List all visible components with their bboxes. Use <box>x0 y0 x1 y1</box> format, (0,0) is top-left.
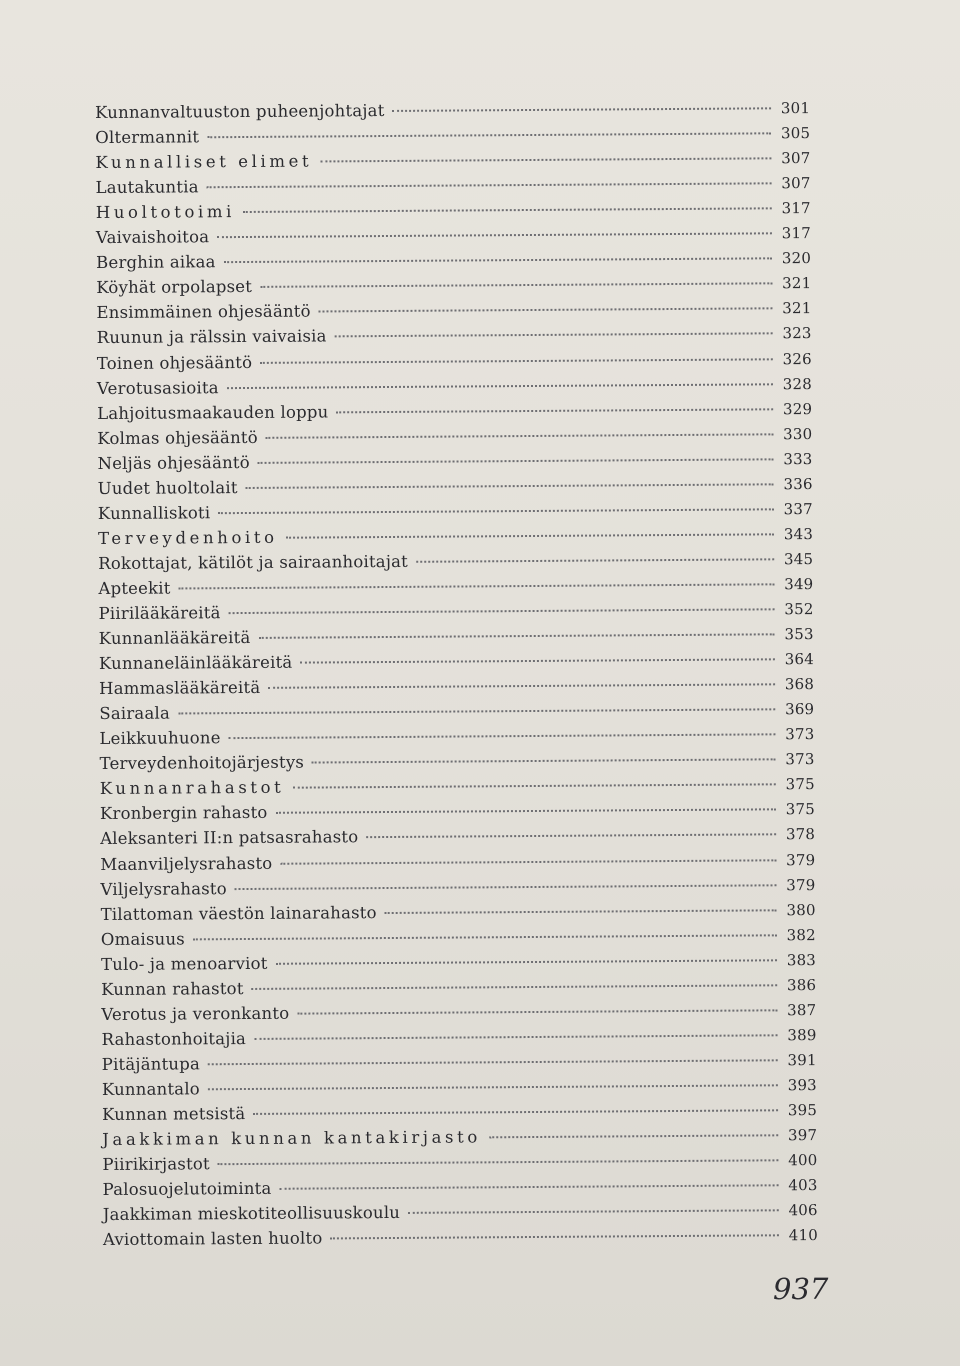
toc-entry-page: 410 <box>788 1226 819 1245</box>
dot-leader <box>260 282 772 289</box>
dot-leader <box>207 181 772 188</box>
toc-entry-title: Terveydenhoitojärjestys <box>99 752 305 774</box>
toc-entry-page: 352 <box>784 600 814 619</box>
dot-leader <box>208 1083 778 1090</box>
toc-entry-title: Kunnan metsistä <box>102 1104 246 1125</box>
toc-entry-title: Hammaslääkäreitä <box>99 678 261 699</box>
toc-entry-page: 333 <box>783 449 813 468</box>
dot-leader <box>178 707 775 714</box>
toc-entry-page: 305 <box>780 124 811 143</box>
toc-entry-title: Uudet huoltolait <box>97 477 238 498</box>
toc-entry-page: 375 <box>785 775 815 794</box>
toc-entry-page: 317 <box>781 224 812 243</box>
toc-entry-page: 379 <box>786 850 816 869</box>
toc-entry-title: Kunnaneläinlääkäreitä <box>98 652 293 674</box>
toc-entry-page: 317 <box>781 199 811 218</box>
dot-leader <box>286 532 774 538</box>
toc-entry-title: Lautakuntia <box>95 177 199 198</box>
toc-entry-title: Oltermannit <box>95 127 200 148</box>
toc-entry-page: 328 <box>782 374 813 393</box>
toc-entry-page: 321 <box>782 299 812 318</box>
dot-leader <box>254 1033 777 1040</box>
dot-leader <box>243 207 772 214</box>
toc-entry-title: Pitäjäntupa <box>101 1054 201 1074</box>
dot-leader <box>218 1158 778 1165</box>
toc-entry-title: Leikkuuhuone <box>99 728 221 749</box>
dot-leader <box>280 858 776 864</box>
dot-leader <box>300 657 774 663</box>
dot-leader <box>258 632 774 639</box>
toc-entry-page: 375 <box>785 800 816 819</box>
toc-entry-title: Huoltotoimi <box>95 202 236 223</box>
dot-leader <box>366 833 776 839</box>
toc-entry-title: Terveydenhoito <box>97 527 278 548</box>
dot-leader <box>330 1234 778 1240</box>
dot-leader <box>385 908 777 914</box>
dot-leader <box>292 783 775 789</box>
toc-entry-title: Aviottomain lasten huolto <box>102 1228 323 1250</box>
dot-leader <box>268 682 775 689</box>
toc-entry-title: Aleksanteri II:n patsasrahasto <box>100 827 359 849</box>
toc-entry-title: Ensimmäinen ohjesääntö <box>96 301 311 323</box>
toc-entry-title: Jaakkiman kunnan kantakirjasto <box>102 1127 481 1150</box>
toc-entry-title: Neljäs ohjesääntö <box>97 452 250 473</box>
toc-entry-page: 382 <box>786 925 816 944</box>
toc-entry-page: 364 <box>784 650 814 669</box>
toc-entry-page: 368 <box>784 675 815 694</box>
dot-leader <box>416 557 774 562</box>
toc-entry-page: 345 <box>783 549 814 569</box>
toc-entry-title: Toinen ohjesääntö <box>96 352 253 373</box>
dot-leader <box>276 808 776 814</box>
toc-entry-page: 373 <box>785 725 815 744</box>
toc-entry-page: 378 <box>785 825 816 844</box>
toc-entry-page: 323 <box>782 324 812 343</box>
dot-leader <box>252 983 777 990</box>
toc-entry-page: 373 <box>785 750 815 769</box>
toc-entry-page: 321 <box>782 274 812 293</box>
toc-entry-title: Kunnanrahastot <box>99 778 285 799</box>
dot-leader <box>207 131 771 138</box>
toc-entry-page: 391 <box>787 1050 817 1070</box>
toc-entry-page: 400 <box>788 1151 818 1170</box>
toc-entry-title: Kronbergin rahasto <box>99 803 268 824</box>
toc-entry-page: 307 <box>781 174 811 193</box>
toc-entry-page: 389 <box>787 1025 817 1045</box>
dot-leader <box>336 407 773 413</box>
toc-entry-page: 403 <box>788 1176 818 1195</box>
toc-entry-title: Rokottajat, kätilöt ja sairaanhoitajat <box>98 551 409 573</box>
dot-leader <box>258 457 773 464</box>
toc-entry-page: 386 <box>786 975 817 994</box>
dot-leader <box>224 257 772 264</box>
toc-entry-page: 353 <box>784 625 814 644</box>
toc-entry-title: Berghin aikaa <box>96 252 216 273</box>
toc-entry-page: 380 <box>786 900 816 919</box>
toc-entry-page: 393 <box>787 1075 817 1095</box>
toc-entry-title: Ruunun ja rälssin vaivaisia <box>96 326 327 348</box>
toc-entry-page: 397 <box>787 1126 818 1145</box>
toc-entry-title: Kunnanvaltuuston puheenjohtajat <box>95 101 385 123</box>
dot-leader <box>235 883 776 890</box>
dot-leader <box>260 357 772 364</box>
dot-leader <box>393 106 771 112</box>
toc-entry-title: Verotus ja veronkanto <box>101 1003 290 1024</box>
dot-leader <box>208 1058 777 1065</box>
dot-leader <box>229 607 775 614</box>
page-number: 937 <box>773 1272 829 1306</box>
toc-entry-title: Kunnalliset elimet <box>95 151 313 173</box>
dot-leader <box>320 156 771 162</box>
toc-entry-page: 406 <box>788 1201 818 1220</box>
toc-entry-title: Rahastonhoitajia <box>101 1028 247 1049</box>
toc-entry-page: 383 <box>786 950 817 969</box>
toc-entry-title: Jaakkiman mieskotiteollisuuskoulu <box>102 1203 401 1225</box>
toc-entry-page: 349 <box>784 574 814 594</box>
toc-entry-title: Kunnanlääkäreitä <box>98 628 251 649</box>
dot-leader <box>217 232 772 239</box>
dot-leader <box>297 1008 777 1014</box>
dot-leader <box>408 1208 778 1214</box>
dot-leader <box>246 482 774 489</box>
toc-entry-title: Lahjoitusmaakauden loppu <box>97 402 329 423</box>
toc-entry-title: Kunnalliskoti <box>97 503 211 523</box>
toc-entry-title: Kunnan rahastot <box>101 978 244 999</box>
toc-entry-page: 395 <box>787 1101 818 1120</box>
dot-leader <box>179 582 775 589</box>
toc-entry-page: 330 <box>783 424 813 443</box>
toc-entry-title: Sairaala <box>99 703 171 724</box>
dot-leader <box>489 1133 778 1138</box>
toc-entry-page: 307 <box>781 149 811 168</box>
dot-leader <box>276 958 777 964</box>
toc-entry-page: 301 <box>780 99 811 118</box>
toc-entry-page: 329 <box>782 399 813 418</box>
toc-entry-title: Palosuojelutoiminta <box>102 1178 272 1200</box>
toc-entry-title: Köyhät orpolapset <box>96 277 253 298</box>
dot-leader <box>227 382 773 389</box>
toc-entry-page: 343 <box>783 524 814 544</box>
toc-entry-page: 387 <box>787 1000 817 1020</box>
toc-entry-title: Vaivaishoitoa <box>95 227 210 248</box>
dot-leader <box>218 507 773 514</box>
toc-entry-title: Viljelysrahasto <box>100 878 227 899</box>
toc-entry-title: Piirilääkäreitä <box>98 603 221 624</box>
toc-entry-page: 337 <box>783 499 813 519</box>
dot-leader <box>335 332 773 338</box>
dot-leader <box>312 758 775 764</box>
toc-entry-title: Verotusasioita <box>96 377 219 398</box>
dot-leader <box>279 1183 778 1189</box>
toc-entry-title: Tilattoman väestön lainarahasto <box>100 902 377 924</box>
dot-leader <box>319 307 773 313</box>
toc-entry-title: Apteekit <box>98 578 171 598</box>
toc-entry-title: Piirikirjastot <box>102 1154 210 1175</box>
toc-entry-title: Maanviljelysrahasto <box>100 853 273 874</box>
toc-entry-page: 326 <box>782 349 812 368</box>
dot-leader <box>266 432 773 439</box>
toc-entry-page: 369 <box>784 700 815 719</box>
toc-entry-title: Omaisuus <box>100 929 186 949</box>
toc-entry-page: 336 <box>783 474 813 493</box>
dot-leader <box>229 733 776 740</box>
toc-entry-page: 379 <box>786 875 816 894</box>
dot-leader <box>193 933 777 940</box>
toc-entry-title: Kolmas ohjesääntö <box>97 427 258 448</box>
toc-entry <box>103 1222 818 1252</box>
toc-entry-title: Tulo- ja menoarviot <box>100 953 268 974</box>
toc-entry-page: 320 <box>781 249 812 268</box>
dot-leader <box>253 1108 777 1115</box>
toc-entry-title: Kunnantalo <box>101 1079 200 1099</box>
